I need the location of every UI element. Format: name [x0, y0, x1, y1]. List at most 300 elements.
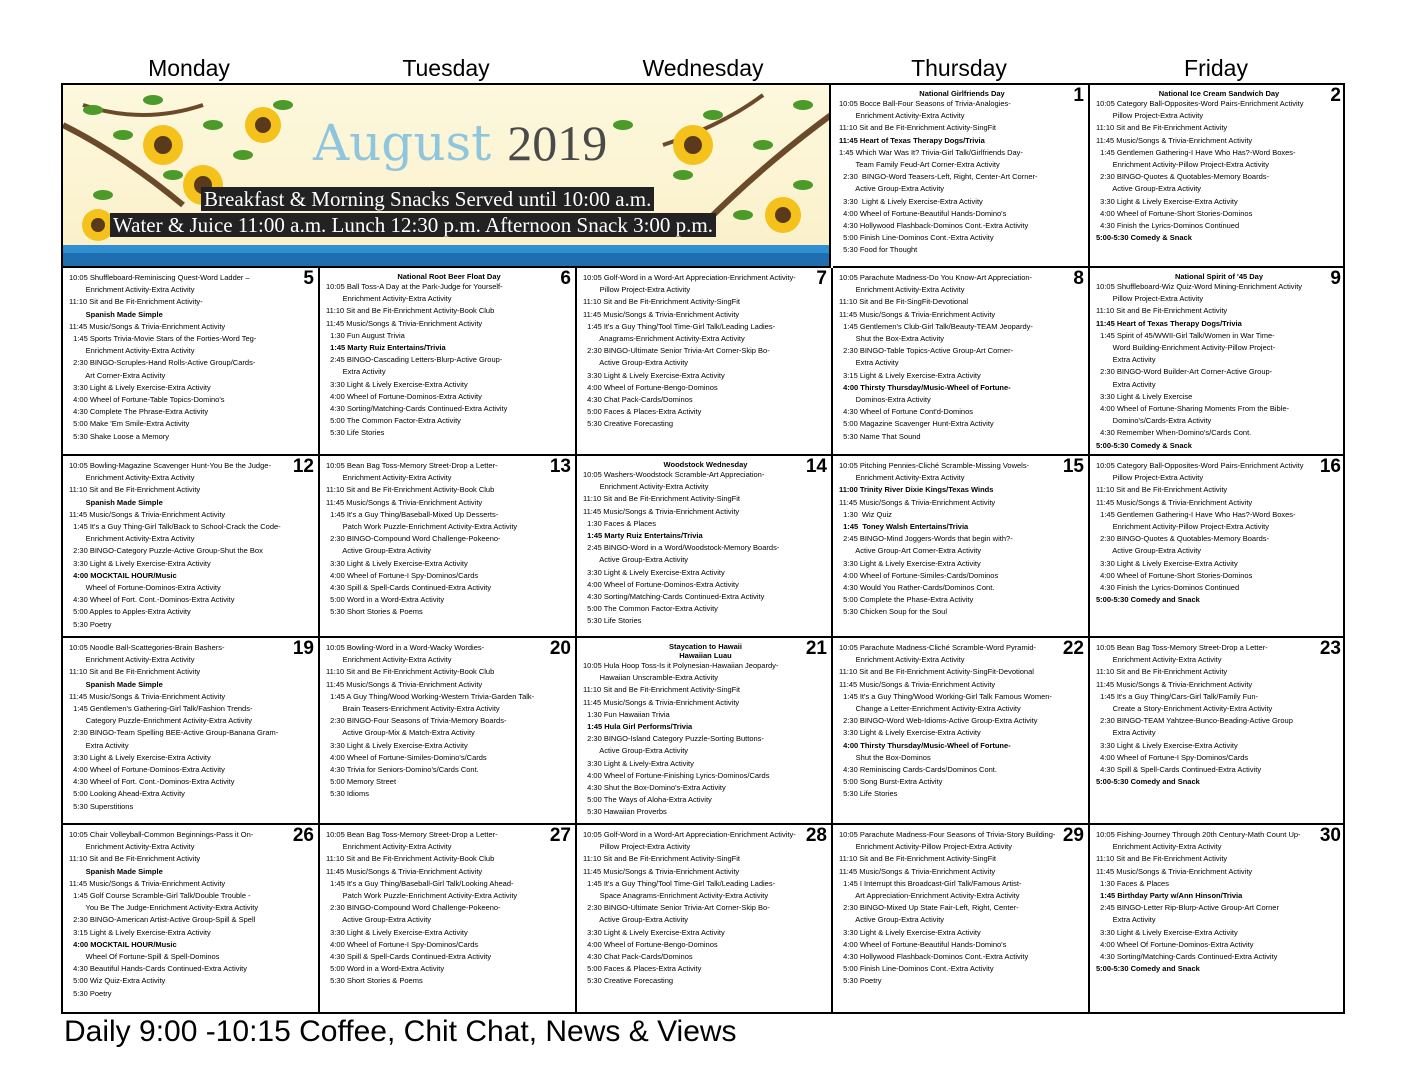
activity-line: 2:30 BINGO-Word Web-Idioms-Active Group-Extra Activity	[839, 716, 1038, 726]
activity-line: Enrichment Activity-Extra Activity	[326, 294, 452, 304]
activity-line: 4:00 Wheel of Fortune-Dominos-Extra Activity	[69, 765, 225, 775]
activity-line: 5:00 The Ways of Aloha-Extra Activity	[583, 795, 712, 805]
activity-line: 5:30 Hawaiian Proverbs	[583, 807, 667, 817]
activity-line: 11:10 Sit and Be Fit-Enrichment Activity	[1096, 123, 1228, 133]
activity-line: 11:10 Sit and Be Fit-Enrichment Activity-SingFit	[583, 685, 741, 695]
activity-line: 11:10 Sit and Be Fit-Enrichment Activity-SingFit	[583, 854, 741, 864]
activity-line: 11:45 Heart of Texas Therapy Dogs/Trivia	[839, 135, 985, 145]
activity-line: 1:45 I Interrupt this Broadcast-Girl Talk/Famous Artist-	[839, 878, 1022, 888]
banner-meal-line-2: Water & Juice 11:00 a.m. Lunch 12:30 p.m. Afternoon Snack 3:00 p.m.	[110, 213, 716, 237]
activity-line: 4:30 Wheel of Fortune Cont'd-Dominos	[839, 407, 973, 417]
activity-line: Pillow Project-Extra Activity	[583, 842, 691, 852]
activity-line: Extra Activity	[1096, 915, 1156, 925]
activity-line: Enrichment Activity-Pillow Project-Extra Activity	[839, 842, 1012, 852]
activity-line: 2:30 BINGO-Word Teasers-Left, Right, Center-Art Corner-	[839, 172, 1038, 182]
activity-line: 5:00 Magazine Scavenger Hunt-Extra Activity	[839, 419, 994, 429]
activity-line: Enrichment Activity-Extra Activity	[69, 534, 195, 544]
activity-line: 4:00 Wheel of Fortune-Similes-Cards/Dominos	[839, 570, 999, 580]
activity-line: Extra Activity	[839, 358, 899, 368]
activity-line: 11:45 Music/Songs & Trivia-Enrichment Activity	[839, 309, 996, 319]
activity-line: 2:30 BINGO-Scruples-Hand Rolls-Active Group/Cards-	[69, 358, 256, 368]
activity-line: Extra Activity	[1096, 379, 1156, 389]
activity-line: 4:00 Thirsty Thursday/Music-Wheel of Fortune-	[839, 740, 1011, 750]
activity-line: Wheel of Fortune-Dominos-Extra Activity	[69, 583, 221, 593]
day-number: 15	[1062, 456, 1084, 477]
activity-line: 11:10 Sit and Be Fit-Enrichment Activity-Book Club	[326, 667, 495, 677]
activity-line: 3:30 Light & Lively-Extra Activity	[583, 758, 694, 768]
activity-line: 1:30 Fun August Trivia	[326, 330, 405, 340]
activity-line: Enrichment Activity-Extra Activity	[69, 346, 195, 356]
activity-line: 11:45 Music/Songs & Trivia-Enrichment Activity	[583, 309, 740, 319]
activity-line: Enrichment Activity-Extra Activity	[583, 482, 709, 492]
weekday-friday: Friday	[1184, 55, 1248, 81]
activity-line: 10:05 Bean Bag Toss-Memory Street-Drop a Letter-	[326, 461, 498, 470]
activity-line: 4:30 Spill & Spell-Cards Continued-Extra Activity	[326, 583, 492, 593]
activity-line: 5:30 Chicken Soup for the Soul	[839, 607, 947, 617]
activity-line: 4:30 Trivia for Seniors-Domino's/Cards Cont.	[326, 765, 479, 775]
activity-line: 1:45 It's a Guy Thing/Baseball-Mixed Up Desserts-	[326, 509, 499, 519]
day-number: 5	[303, 268, 314, 289]
day-cell-22	[833, 638, 1090, 825]
activity-line: 5:30 Life Stories	[326, 428, 385, 438]
activity-line: 3:30 Light & Lively Exercise-Extra Activity	[1096, 927, 1238, 937]
activity-line: 10:05 Bocce Ball-Four Seasons of Trivia-Analogies-	[839, 99, 1011, 108]
day-cell-15	[833, 456, 1090, 638]
activity-line: Wheel Of Fortune-Spill & Spell-Dominos	[69, 952, 220, 962]
activity-line: 10:05 Bowling-Word in a Word-Wacky Wordies-	[326, 643, 485, 652]
activity-line: 11:10 Sit and Be Fit-Enrichment Activity	[1096, 667, 1228, 677]
day-theme-title: National Spirit of '45 Day	[1174, 272, 1264, 281]
activity-line: 4:30 Finish the Lyrics-Dominos Continued	[1096, 583, 1240, 593]
activity-line: 5:00 Faces & Places-Extra Activity	[583, 407, 702, 417]
activity-line: 4:00 MOCKTAIL HOUR/Music	[69, 570, 177, 580]
activity-line: 2:30 BINGO-Category Puzzle-Active Group-Shut the Box	[69, 546, 263, 556]
activity-line: 2:45 BINGO-Word in a Word/Woodstock-Memory Boards-	[583, 543, 780, 553]
activity-line: 11:45 Music/Songs & Trivia-Enrichment Activity	[839, 679, 996, 689]
activity-line: 5:00-5:30 Comedy and Snack	[1096, 964, 1200, 974]
activity-line: 11:10 Sit and Be Fit-Enrichment Activity	[1096, 854, 1228, 864]
activity-line: 4:30 Spill & Spell-Cards Continued-Extra Activity	[1096, 765, 1262, 775]
activity-line: 5:30 Idioms	[326, 789, 369, 799]
activity-line: 4:30 Wheel of Fort. Cont.-Dominos-Extra Activity	[69, 777, 235, 787]
activity-line: 10:05 Ball Toss-A Day at the Park-Judge for Yourself-	[326, 282, 503, 291]
activity-line: 3:30 Light & Lively Exercise-Extra Activity	[326, 740, 468, 750]
activity-line: 4:00 Thirsty Thursday/Music-Wheel of Fortune-	[839, 382, 1011, 392]
activity-line: 11:45 Music/Songs & Trivia-Enrichment Activity	[839, 866, 996, 876]
activity-line: 3:30 Light & Lively Exercise-Extra Activity	[583, 927, 725, 937]
activity-line: 5:30 Poetry	[69, 619, 112, 629]
activity-line: 4:30 Would You Rather-Cards/Dominos Cont.	[839, 583, 995, 593]
activity-line: 3:15 Light & Lively Exercise-Extra Activity	[839, 370, 981, 380]
day-theme-title: National Ice Cream Sandwich Day	[1158, 89, 1280, 98]
activity-line: 5:30 Short Stories & Poems	[326, 607, 423, 617]
activity-line: 2:45 BINGO-Letter Rip-Blurp-Active Group-Art Corner	[1096, 903, 1279, 913]
activity-line: 3:15 Light & Lively Exercise-Extra Activity	[69, 927, 211, 937]
activity-line: 5:00-5:30 Comedy & Snack	[1096, 440, 1192, 450]
activity-line: 1:45 Gentlemen Gathering-I Have Who Has?-Word Boxes-	[1096, 147, 1296, 157]
day-theme-title: National Root Beer Float Day	[397, 272, 501, 281]
activity-line: 11:10 Sit and Be Fit-Enrichment Activity	[69, 854, 201, 864]
day-theme-title: Staycation to Hawaii Hawaiian Luau	[669, 642, 742, 660]
activity-line: 11:10 Sit and Be Fit-Enrichment Activity	[1096, 306, 1228, 316]
activity-line: 11:10 Sit and Be Fit-Enrichment Activity-SingFit	[839, 123, 997, 133]
activity-line: 4:00 Wheel of Fortune-I Spy-Dominos/Cards	[326, 570, 479, 580]
activity-line: 4:00 Wheel of Fortune-Similes-Domino's/Cards	[326, 752, 487, 762]
activity-line: 11:45 Music/Songs & Trivia-Enrichment Activity	[1096, 497, 1253, 507]
activity-line: Enrichment Activity-Extra Activity	[69, 473, 195, 483]
activity-line: 2:30 BINGO-Compound Word Challenge-Pokeeno-	[326, 534, 501, 544]
activity-line: 3:30 Light & Lively Exercise	[1096, 391, 1193, 401]
activity-line: Enrichment Activity-Extra Activity	[69, 655, 195, 665]
activity-line: 1:30 Wiz Quiz	[839, 509, 892, 519]
activity-line: 1:45 Gentlemen's Gathering-Girl Talk/Fashion Trends-	[69, 704, 253, 714]
activity-line: 4:30 Shut the Box-Domino's-Extra Activity	[583, 783, 726, 793]
activity-line: 10:05 Shuffleboard-Wiz Quiz-Word Mining-Enrichment Activity	[1096, 282, 1303, 291]
day-cell-14	[577, 456, 833, 638]
activity-line: 11:45 Music/Songs & Trivia-Enrichment Activity	[583, 866, 740, 876]
activity-line: 11:45 Music/Songs & Trivia-Enrichment Activity	[69, 691, 226, 701]
activity-line: 1:45 Gentlemen Gathering-I Have Who Has?-Word Boxes-	[1096, 509, 1296, 519]
activity-line: 11:10 Sit and Be Fit-Enrichment Activity-SingFit	[839, 854, 997, 864]
activity-line: You Be The Judge-Enrichment Activity-Extra Activity	[69, 903, 259, 913]
activity-line: 11:10 Sit and Be Fit-Enrichment Activity-Book Club	[326, 306, 495, 316]
activity-line: Enrichment Activity-Extra Activity	[839, 111, 965, 121]
activity-line: 5:00-5:30 Comedy and Snack	[1096, 595, 1200, 605]
activity-line: 4:00 Wheel of Fortune-Bengo-Dominos	[583, 939, 718, 949]
activity-line: 11:10 Sit and Be Fit-Enrichment Activity	[1096, 485, 1228, 495]
activity-line: Enrichment Activity-Extra Activity	[69, 842, 195, 852]
activity-line: 5:30 Superstitions	[69, 801, 134, 811]
day-cell-23	[1090, 638, 1345, 825]
activity-line: 5:00 The Common Factor-Extra Activity	[583, 604, 718, 614]
activity-line: Active Group-Extra Activity	[326, 915, 432, 925]
activity-line: 5:30 Name That Sound	[839, 431, 921, 441]
activity-line: Active Group-Extra Activity	[583, 358, 689, 368]
activity-line: 2:30 BINGO-Table Topics-Active Group-Art Corner-	[839, 346, 1014, 356]
activity-line: 4:00 Wheel Of Fortune-Dominos-Extra Activity	[1096, 939, 1254, 949]
activity-line: 4:00 Wheel of Fortune-Short Stories-Dominos	[1096, 570, 1253, 580]
activity-line: 5:00 The Common Factor-Extra Activity	[326, 416, 461, 426]
activity-line: 5:00 Looking Ahead-Extra Activity	[69, 789, 185, 799]
activity-line: Patch Work Puzzle-Enrichment Activity-Extra Activity	[326, 891, 518, 901]
activity-line: Spanish Made Simple	[69, 679, 163, 689]
activity-line: 10:05 Noodle Ball-Scattegories-Brain Bashers-	[69, 643, 225, 652]
day-cell-21	[577, 638, 833, 825]
activity-line: Extra Activity	[1096, 728, 1156, 738]
activity-line: 4:30 Hollywood Flashback-Dominos Cont.-Extra Activity	[839, 952, 1029, 962]
activity-line: 11:10 Sit and Be Fit-Enrichment Activity-	[69, 297, 203, 307]
daily-footer: Daily 9:00 -10:15 Coffee, Chit Chat, News & Views	[64, 1015, 737, 1048]
activity-line: Change a Letter-Enrichment Activity-Extra Activity	[839, 704, 1021, 714]
day-cell-12	[63, 456, 320, 638]
activity-line: Shut the Box-Extra Activity	[839, 334, 945, 344]
activity-line: Enrichment Activity-Extra Activity	[69, 285, 195, 295]
activity-line: Spanish Made Simple	[69, 866, 163, 876]
activity-line: 2:30 BINGO-Compound Word Challenge-Pokeeno-	[326, 903, 501, 913]
activity-line: Enrichment Activity-Extra Activity	[326, 473, 452, 483]
activity-line: 4:00 Wheel of Fortune-Bengo-Dominos	[583, 382, 718, 392]
activity-line: Enrichment Activity-Extra Activity	[1096, 842, 1222, 852]
activity-line: Domino's/Cards-Extra Activity	[1096, 416, 1212, 426]
activity-line: Extra Activity	[69, 740, 129, 750]
activity-line: Active Group-Extra Activity	[839, 915, 945, 925]
banner-month: August	[313, 114, 492, 172]
weekday-monday: Monday	[148, 55, 230, 81]
day-number: 29	[1062, 825, 1084, 846]
day-cell-27	[320, 825, 577, 1014]
activity-line: Enrichment Activity-Extra Activity	[839, 655, 965, 665]
activity-line: 5:00 Finish Line-Dominos Cont.-Extra Activity	[839, 233, 994, 243]
day-cell-13	[320, 456, 577, 638]
activity-line: 5:00 Wiz Quiz-Extra Activity	[69, 976, 166, 986]
activity-line: 2:30 BINGO-Team Spelling BEE-Active Group-Banana Gram-	[69, 728, 279, 738]
activity-line: 5:00 Apples to Apples-Extra Activity	[69, 607, 191, 617]
activity-line: Category Puzzle-Enrichment Activity-Extra Activity	[69, 716, 252, 726]
activity-line: Enrichment Activity-Pillow Project-Extra Activity	[1096, 522, 1269, 532]
activity-line: 2:30 BINGO-Quotes & Quotables-Memory Boards-	[1096, 534, 1269, 544]
activity-line: 2:30 BINGO-TEAM Yahtzee-Bunco-Beading-Active Group	[1096, 716, 1293, 726]
activity-line: 1:45 It's a Guy Thing/Wood Working-Girl Talk Famous Women-	[839, 691, 1052, 701]
activity-line: 11:45 Music/Songs & Trivia-Enrichment Activity	[1096, 866, 1253, 876]
day-cell-9	[1090, 268, 1345, 456]
day-number: 14	[805, 456, 827, 477]
activity-line: 2:30 BINGO-Ultimate Senior Trivia-Art Corner-Skip Bo-	[583, 903, 770, 913]
activity-line: 5:00 Faces & Places-Extra Activity	[583, 964, 702, 974]
day-cell-20	[320, 638, 577, 825]
activity-line: 5:30 Life Stories	[583, 616, 642, 626]
activity-line: 11:45 Music/Songs & Trivia-Enrichment Activity	[583, 697, 740, 707]
activity-line: 1:45 Toney Walsh Entertains/Trivia	[839, 522, 969, 532]
activity-line: 3:30 Light & Lively Exercise-Extra Activity	[1096, 740, 1238, 750]
activity-line: 11:10 Sit and Be Fit-Enrichment Activity-SingFit	[583, 297, 741, 307]
activity-line: 4:00 Wheel of Fortune-Short Stories-Dominos	[1096, 208, 1253, 218]
activity-line: 4:30 Beautiful Hands-Cards Continued-Extra Activity	[69, 964, 248, 974]
activity-line: 10:05 Golf-Word in a Word-Art Appreciation-Enrichment Activity-	[583, 830, 796, 839]
activity-line: Active Group-Art Corner-Extra Activity	[839, 546, 982, 556]
day-cell-28	[577, 825, 833, 1014]
day-number: 7	[816, 268, 827, 289]
activity-line: 4:00 Wheel of Fortune-Finishing Lyrics-Dominos/Cards	[583, 770, 770, 780]
activity-line: 11:10 Sit and Be Fit-Enrichment Activity-Book Club	[326, 485, 495, 495]
activity-line: 5:00 Song Burst-Extra Activity	[839, 777, 943, 787]
activity-line: 4:30 Sorting/Matching-Cards Continued-Extra Activity	[326, 404, 508, 414]
activity-line: 4:30 Reminiscing Cards-Cards/Dominos Cont.	[839, 765, 997, 775]
activity-line: 4:30 Spill & Spell-Cards Continued-Extra Activity	[326, 952, 492, 962]
activity-line: 3:30 Light & Lively Exercise-Extra Activity	[69, 382, 211, 392]
activity-line: 10:05 Bean Bag Toss-Memory Street-Drop a Letter-	[326, 830, 498, 839]
activity-line: Active Group-Extra Activity	[583, 746, 689, 756]
activity-line: 5:30 Poetry	[69, 988, 112, 998]
day-number: 9	[1330, 268, 1341, 289]
activity-line: 1:45 Marty Ruiz Entertains/Trivia	[326, 343, 446, 353]
activity-line: 1:45 It's a Guy Thing/Cars-Girl Talk/Family Fun-	[1096, 691, 1259, 701]
activity-line: 5:30 Poetry	[839, 976, 882, 986]
activity-line: 5:30 Short Stories & Poems	[326, 976, 423, 986]
activity-line: 4:00 Wheel of Fortune-Sharing Moments From the Bible-	[1096, 404, 1290, 414]
activity-line: 3:30 Light & Lively Exercise-Extra Activity	[326, 927, 468, 937]
day-cell-29	[833, 825, 1090, 1014]
activity-line: 3:30 Light & Lively Exercise-Extra Activity	[326, 558, 468, 568]
activity-line: 4:00 Wheel of Fortune-Table Topics-Domino's	[69, 395, 225, 405]
activity-line: Pillow Project-Extra Activity	[583, 285, 691, 295]
activity-line: 2:30 BINGO-Four Seasons of Trivia-Memory Boards-	[326, 716, 507, 726]
activity-line: 1:45 It's a Guy Thing/Tool Time-Girl Talk/Leading Ladies-	[583, 321, 776, 331]
activity-line: 1:30 Faces & Places	[583, 518, 656, 528]
activity-line: Enrichment Activity-Extra Activity	[326, 842, 452, 852]
activity-line: 3:30 Light & Lively Exercise-Extra Activity	[583, 567, 725, 577]
activity-line: 4:00 MOCKTAIL HOUR/Music	[69, 939, 177, 949]
day-number: 13	[549, 456, 571, 477]
activity-line: Active Group-Extra Activity	[1096, 184, 1202, 194]
activity-line: 11:10 Sit and Be Fit-Enrichment Activity-Book Club	[326, 854, 495, 864]
banner-title	[313, 115, 607, 171]
day-number: 27	[549, 825, 571, 846]
activity-line: 5:30 Life Stories	[839, 789, 898, 799]
activity-line: 3:30 Light & Lively Exercise-Extra Activity	[583, 370, 725, 380]
activity-line: Spanish Made Simple	[69, 497, 163, 507]
activity-line: 11:45 Music/Songs & Trivia-Enrichment Activity	[839, 497, 996, 507]
activity-line: Active Group-Extra Activity	[583, 555, 689, 565]
activity-line: 4:30 Finish the Lyrics-Dominos Continued	[1096, 221, 1240, 231]
activity-line: 2:45 BINGO-Cascading Letters-Blurp-Active Group-	[326, 355, 503, 365]
activity-line: 4:00 Wheel of Fortune-I Spy-Dominos/Cards	[326, 939, 479, 949]
activity-line: 11:45 Music/Songs & Trivia-Enrichment Activity	[1096, 679, 1253, 689]
activity-line: 1:45 A Guy Thing/Wood Working-Western Trivia-Garden Talk-	[326, 691, 535, 701]
activity-line: 11:45 Music/Songs & Trivia-Enrichment Activity	[326, 318, 483, 328]
activity-line: 4:30 Chat Pack-Cards/Dominos	[583, 395, 693, 405]
activity-line: 4:30 Sorting/Matching-Cards Continued-Extra Activity	[1096, 952, 1278, 962]
day-cell-8	[833, 268, 1090, 456]
activity-line: 1:45 It's a Guy Thing/Tool Time-Girl Talk/Leading Ladies-	[583, 878, 776, 888]
activity-line: 10:05 Bean Bag Toss-Memory Street-Drop a Letter-	[1096, 643, 1268, 652]
activity-line: 11:45 Music/Songs & Trivia-Enrichment Activity	[326, 679, 483, 689]
activity-line: Enrichment Activity-Extra Activity	[839, 285, 965, 295]
activity-line: Pillow Project-Extra Activity	[1096, 294, 1204, 304]
activity-line: 11:10 Sit and Be Fit-SingFit-Devotional	[839, 297, 969, 307]
activity-line: 3:30 Light & Lively Exercise-Extra Activity	[1096, 196, 1238, 206]
activity-line: 3:30 Light & Lively Exercise-Extra Activity	[1096, 558, 1238, 568]
activity-line: Active Group-Extra Activity	[326, 546, 432, 556]
activity-line: Pillow Project-Extra Activity	[1096, 111, 1204, 121]
day-number: 20	[549, 638, 571, 659]
activity-line: 5:00 Make 'Em Smile-Extra Activity	[69, 419, 190, 429]
activity-line: 2:30 BINGO-Word Builder-Art Corner-Active Group-	[1096, 367, 1273, 377]
activity-line: 2:30 BINGO-Mixed Up State Fair-Left, Right, Center-	[839, 903, 1019, 913]
activity-line: 1:45 Golf Course Scramble-Girl Talk/Double Trouble -	[69, 891, 251, 901]
activity-line: 5:30 Food for Thought	[839, 245, 918, 255]
activity-line: 11:45 Music/Songs & Trivia-Enrichment Activity	[69, 878, 226, 888]
activity-line: Extra Activity	[1096, 355, 1156, 365]
day-number: 16	[1319, 456, 1341, 477]
activity-line: Patch Work Puzzle-Enrichment Activity-Extra Activity	[326, 522, 518, 532]
day-number: 2	[1330, 85, 1341, 106]
day-number: 21	[805, 638, 827, 659]
activity-line: 1:30 Fun Hawaiian Trivia	[583, 709, 670, 719]
activity-line: 1:45 Hula Girl Performs/Trivia	[583, 722, 693, 732]
day-number: 28	[805, 825, 827, 846]
activity-line: Dominos-Extra Activity	[839, 395, 931, 405]
activity-line: 10:05 Pitching Pennies-Cliché Scramble-Missing Vowels-	[839, 461, 1030, 470]
activity-line: 4:30 Chat Pack-Cards/Dominos	[583, 952, 693, 962]
activity-line: 10:05 Hula Hoop Toss-Is it Polynesian-Hawaiian Jeopardy-	[583, 661, 779, 670]
month-banner	[63, 85, 831, 268]
activity-line: 5:00-5:30 Comedy and Snack	[1096, 777, 1200, 787]
activity-line: 2:30 BINGO-Island Category Puzzle-Sorting Buttons-	[583, 734, 764, 744]
activity-line: 1:45 Birthday Party w/Ann Hinson/Trivia	[1096, 891, 1243, 901]
day-cell-16	[1090, 456, 1345, 638]
activity-line: 1:30 Faces & Places	[1096, 878, 1169, 888]
activity-line: 10:05 Category Ball-Opposites-Word Pairs-Enrichment Activity	[1096, 99, 1304, 108]
activity-line: 2:30 BINGO-Quotes & Quotables-Memory Boards-	[1096, 172, 1269, 182]
activity-line: 2:30 BINGO-Ultimate Senior Trivia-Art Corner-Skip Bo-	[583, 346, 770, 356]
activity-line: Active Group-Mix & Match-Extra Activity	[326, 728, 475, 738]
day-theme-title: Woodstock Wednesday	[663, 460, 748, 469]
activity-line: 10:05 Parachute Madness-Cliché Scramble-Word Pyramid-	[839, 643, 1037, 652]
activity-line: 11:45 Music/Songs & Trivia-Enrichment Activity	[1096, 135, 1253, 145]
weekday-tuesday: Tuesday	[402, 55, 490, 81]
activity-line: 4:30 Sorting/Matching-Cards Continued-Extra Activity	[583, 592, 765, 602]
activity-line: 11:45 Music/Songs & Trivia-Enrichment Activity	[326, 866, 483, 876]
sunflower-decoration	[63, 85, 831, 268]
activity-line: 11:00 Trinity River Dixie Kings/Texas Winds	[839, 485, 994, 495]
activity-line: Enrichment Activity-Extra Activity	[1096, 655, 1222, 665]
activity-line: Hawaiian Unscramble-Extra Activity	[583, 673, 719, 683]
day-number: 26	[292, 825, 314, 846]
activity-line: Art Corner-Extra Activity	[69, 370, 166, 380]
activity-line: 5:30 Shake Loose a Memory	[69, 431, 170, 441]
activity-line: 5:30 Creative Forecasting	[583, 419, 674, 429]
activity-line: 3:30 Light & Lively Exercise-Extra Activity	[839, 728, 981, 738]
day-number: 12	[292, 456, 314, 477]
activity-line: 11:45 Music/Songs & Trivia-Enrichment Activity	[69, 321, 226, 331]
activity-line: 11:45 Heart of Texas Therapy Dogs/Trivia	[1096, 318, 1242, 328]
activity-line: 1:45 Which War Was It? Trivia-Girl Talk/Girlfriends Day-	[839, 147, 1023, 157]
day-number: 6	[560, 268, 571, 289]
activity-line: 10:05 Washers-Woodstock Scramble-Art Appreciation-	[583, 470, 765, 479]
activity-line: 5:00 Complete the Phase-Extra Activity	[839, 595, 974, 605]
day-number: 22	[1062, 638, 1084, 659]
activity-line: 11:45 Music/Songs & Trivia-Enrichment Activity	[583, 506, 740, 516]
activity-line: 4:00 Wheel of Fortune-Dominos-Extra Activity	[583, 579, 739, 589]
activity-line: Enrichment Activity-Pillow Project-Extra Activity	[1096, 160, 1269, 170]
day-cell-30	[1090, 825, 1345, 1014]
activity-line: 11:45 Music/Songs & Trivia-Enrichment Activity	[69, 509, 226, 519]
activity-line: 2:45 BINGO-Mind Joggers-Words that begin with?-	[839, 534, 1013, 544]
activity-line: Word Building-Enrichment Activity-Pillow Project-	[1096, 343, 1276, 353]
activity-line: Anagrams-Enrichment Activity-Extra Activity	[583, 334, 745, 344]
activity-line: 1:45 Sports Trivia-Movie Stars of the Forties-Word Teg-	[69, 334, 257, 344]
activity-line: 3:30 Light & Lively Exercise-Extra Activity	[839, 196, 983, 206]
activity-line: 5:00 Memory Street	[326, 777, 397, 787]
banner-year: 2019	[507, 115, 608, 171]
activity-line: 1:45 Gentlemen's Club-Girl Talk/Beauty-TEAM Jeopardy-	[839, 321, 1033, 331]
activity-line: Active Group-Extra Activity	[839, 184, 945, 194]
activity-line: 1:45 Marty Ruiz Entertains/Trivia	[583, 531, 703, 541]
day-number: 1	[1073, 85, 1084, 106]
activity-line: 1:45 It's a Guy Thing/Baseball-Girl Talk/Looking Ahead-	[326, 878, 514, 888]
activity-line: 10:05 Chair Volleyball-Common Beginnings-Pass it On-	[69, 830, 254, 839]
day-number: 19	[292, 638, 314, 659]
activity-line: 2:30 BINGO-American Artist-Active Group-Spill & Spell	[69, 915, 256, 925]
activity-line: Space Anagrams-Enrichment Activity-Extra Activity	[583, 891, 769, 901]
calendar-grid	[61, 83, 1345, 1014]
activity-line: Active Group-Extra Activity	[1096, 546, 1202, 556]
activity-line: 3:30 Light & Lively Exercise-Extra Activity	[69, 558, 211, 568]
activity-line: Spanish Made Simple	[69, 309, 163, 319]
activity-line: 5:00 Finish Line-Dominos Cont.-Extra Activity	[839, 964, 994, 974]
activity-line: 10:05 Shuffleboard-Reminiscing Quest-Word Ladder –	[69, 273, 250, 282]
day-cell-2	[1090, 85, 1345, 268]
